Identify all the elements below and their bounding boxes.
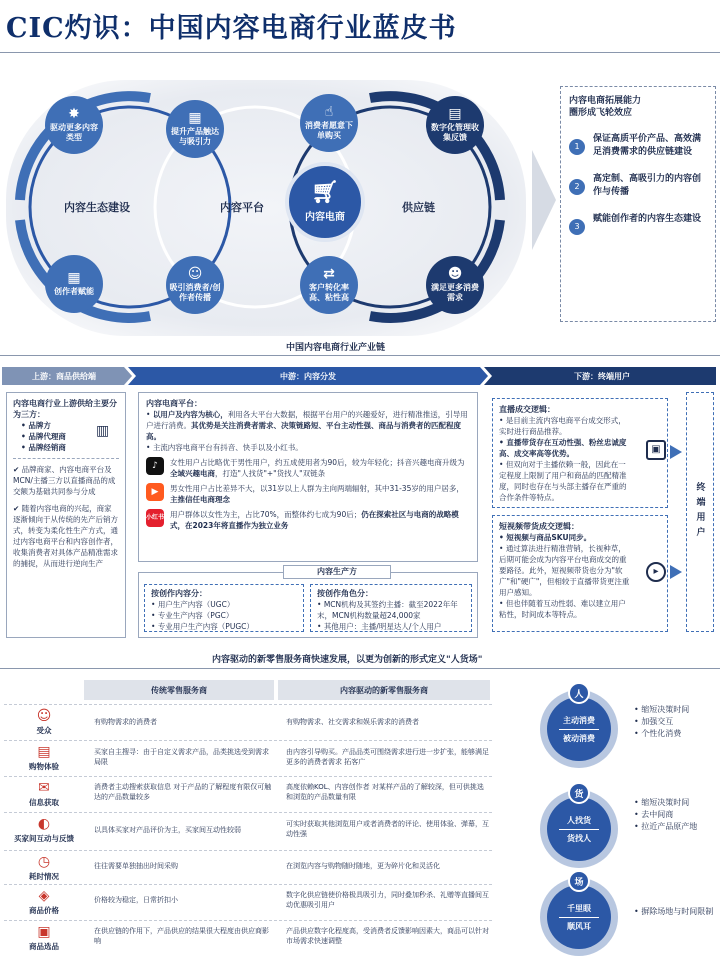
cell-content: 有购物需求、社交需求和娱乐需求的消费者 bbox=[286, 718, 419, 726]
flywheel-item: 1 保证高质平价产品、高效满足消费需求的供应链建设 bbox=[569, 133, 707, 159]
factory-icon: ▥ bbox=[96, 423, 110, 439]
shopping-list-icon: ▤ bbox=[37, 744, 51, 760]
live-title: 直播成交逻辑： bbox=[499, 405, 555, 414]
cell-traditional: 以具体买家对产品评价为主，买家间互动性较弱 bbox=[94, 826, 241, 834]
label-ecosystem: 内容生态建设 bbox=[64, 201, 130, 214]
place-badge: 场 bbox=[568, 870, 590, 892]
cell-traditional: 往往需要单独抽出时间采购 bbox=[94, 862, 178, 870]
cell-traditional: 有购物需求的消费者 bbox=[94, 718, 157, 726]
title-divider bbox=[0, 52, 720, 53]
downstream-label: 下游：终端用户 bbox=[574, 371, 630, 381]
video-play-icon: ▸ bbox=[646, 562, 666, 582]
table-row bbox=[4, 812, 492, 850]
row-label: ◷ 耗时情况 bbox=[4, 854, 84, 882]
clock-icon: ◷ bbox=[37, 854, 51, 870]
producers-by-content bbox=[144, 584, 304, 632]
producers-by-content-title: 按创作内容分： bbox=[151, 589, 207, 598]
flywheel-box bbox=[560, 86, 716, 322]
platform-point-2: • 主流内容电商平台有抖音、快手以及小红书。 bbox=[146, 443, 303, 452]
producer-item: • 其他用户：主播/明星达人/个人用户 bbox=[317, 622, 442, 631]
xiaohongshu-icon: 小红书 bbox=[146, 509, 164, 527]
grid-icon: ▦ bbox=[67, 270, 81, 286]
live-item: • 是目前主流内容电商平台成交形式，实时进行商品推荐。 bbox=[499, 416, 626, 436]
upstream-item: • 品牌经销商 bbox=[21, 443, 66, 452]
producer-item: • MCN机构及其签约主播：截至2022年年末，MCN机构数量超24,000家 bbox=[317, 600, 458, 620]
row-label: ✉ 信息获取 bbox=[4, 780, 84, 808]
producers-by-role bbox=[310, 584, 472, 632]
short-video-item: • 但也伴随着互动性弱、难以建立用户粘性，时间成本等特点。 bbox=[499, 599, 626, 619]
section1-caption: 中国内容电商行业产业链 bbox=[286, 343, 386, 353]
platform-point-1: • 以用户及内容为核心，利用各大平台大数据，根据平台用户的兴趣爱好，进行精准推送，引导用户进行消费。其优势是关注消费者需求、决策链路短、平台主动性强、商品与消费者的匹配程度高。 bbox=[146, 410, 468, 441]
live-item: • 但双向对于主播依赖一般，因此在一定程度上限制了用户和商品的匹配精准度，同时也存在与头部主播存在严重的合作条件等特点。 bbox=[499, 460, 627, 502]
exchange-icon: ⇄ bbox=[323, 266, 335, 282]
row-label: ☺ 受众 bbox=[4, 708, 84, 736]
center-node: 🛒︎ 内容电商 bbox=[285, 162, 365, 242]
producers-by-role-title: 按创作角色分： bbox=[317, 589, 373, 598]
kuaishou-icon: ▶ bbox=[146, 483, 164, 501]
people-icon: ☺ bbox=[187, 266, 203, 282]
chart-icon: ▦ bbox=[188, 110, 202, 126]
goods-circle: 人找货 货找人 bbox=[540, 790, 618, 868]
node-convert: ⇄ 客户转化率高、粘性高 bbox=[300, 256, 358, 314]
flywheel-arrow bbox=[532, 150, 556, 250]
producer-item: • 用户生产内容（UGC） bbox=[151, 600, 235, 609]
short-video-item: • 通过算法进行精准营销，长视种草，后期可能会成为内容平台电商成交的重要路径。此外，短视频带货也分为"软广"和"硬广"，但相较于直播带货更注重用户感知。 bbox=[499, 544, 630, 597]
live-item: • 直播带货存在互动性强、粉丝忠诚度高、成交率高等优势。 bbox=[499, 438, 627, 458]
table-row bbox=[4, 740, 492, 776]
group-icon: ☻ bbox=[447, 266, 463, 282]
price-tag-icon: ◈ bbox=[38, 888, 50, 904]
platform-row-kuaishou: ▶ 男女性用户占比差异不大，以31岁以上人群为主向两端辐射，其中31-35岁的用户居多，主推信任电商理念 bbox=[146, 483, 470, 505]
flywheel-item: 3 赋能创作者的内容生态建设 bbox=[569, 213, 707, 235]
table-row bbox=[4, 850, 492, 884]
node-satisfy: ☻ 满足更多消费需求 bbox=[426, 256, 484, 314]
node-creator: ▦ 创作者赋能 bbox=[45, 255, 103, 313]
producers-tag: 内容生产方 bbox=[283, 565, 391, 579]
producer-item: • 专业用户生产内容（PUGC） bbox=[151, 622, 254, 631]
node-drive: ✸ 驱动更多内容类型 bbox=[45, 96, 103, 154]
upstream-point-1: ✔ 品牌商家、内容电商平台及MCN/主播三方以直播商品的成交额为基础共同参与分成 bbox=[13, 465, 116, 496]
cell-traditional: 价格较为稳定，日常折扣小 bbox=[94, 896, 178, 904]
cell-traditional: 消费者主动搜索获取信息 对于产品的了解程度有限仅可触达的产品数量较多 bbox=[94, 783, 272, 801]
node-digital: ▤ 数字化管理收集反馈 bbox=[426, 96, 484, 154]
mail-icon: ✉ bbox=[38, 780, 50, 796]
cell-content: 在浏览内容与购物随时随地，更为碎片化和灵活化 bbox=[286, 862, 440, 870]
audience-icon: ☺ bbox=[36, 708, 52, 724]
document-icon: ▤ bbox=[448, 106, 462, 122]
cell-content: 由内容引导购买。产品品类可围绕需求进行进一步扩张，能够满足更多的消费者需求 拓客广 bbox=[286, 748, 489, 766]
flywheel-item: 2 高定制、高吸引力的内容创作与传播 bbox=[569, 173, 707, 199]
page-title: CIC灼识：中国内容电商行业蓝皮书 bbox=[6, 13, 457, 44]
people-circle: 主动消费 被动消费 bbox=[540, 690, 618, 768]
place-circle: 千里眼 顺风耳 bbox=[540, 878, 618, 956]
table-row bbox=[4, 776, 492, 812]
upstream-point-2: ✔ 随着内容电商的兴起，商家逐渐倾向于从传统的先产后销方式，转变为柔化性生产方式，通过内容电商平台和内容创作者，收集消费者对具体产品精准需求的捕捉，从而进行逆向生产 bbox=[13, 504, 118, 568]
short-video-item: • 短视频与商品SKU同步。 bbox=[499, 533, 592, 542]
upstream-title: 内容电商行业上游供给主要分为三方： bbox=[13, 399, 117, 419]
downstream-arrows bbox=[668, 440, 688, 590]
row-label: ▣ 商品选品 bbox=[4, 924, 84, 952]
label-supply: 供应链 bbox=[402, 201, 435, 214]
table-row bbox=[4, 920, 492, 958]
cell-content: 数字化供应链使价格极具吸引力，同时叠加秒杀、礼赠等直播间互动优惠吸引用户 bbox=[286, 891, 489, 909]
goods-badge: 货 bbox=[568, 782, 590, 804]
node-ugc: ☝ 消费者愿意下单购买 bbox=[300, 94, 358, 152]
place-bullets: • 摒除场地与时间限制 bbox=[634, 907, 714, 916]
platform-box bbox=[138, 392, 478, 562]
row-label: ◈ 商品价格 bbox=[4, 888, 84, 916]
phone-shop-icon: ▣ bbox=[646, 440, 666, 460]
node-attract: ☺ 吸引消费者/创作者传播 bbox=[166, 256, 224, 314]
live-box bbox=[492, 398, 668, 508]
platform-row-xiaohongshu: 小红书 用户群体以女性为主，占比70%，而整体约七成为90后；仍在探索社区与电商的战略模式，在2023年将直播作为独立业务 bbox=[146, 510, 459, 530]
table-row bbox=[4, 704, 492, 740]
cart-icon: 🛒︎ bbox=[311, 179, 339, 205]
section1-divider bbox=[0, 355, 720, 356]
hand-click-icon: ☝ bbox=[324, 104, 334, 120]
table-head-traditional: 传统零售服务商 bbox=[84, 680, 274, 700]
row-label: ▤ 购物体验 bbox=[4, 744, 84, 772]
cell-content: 高度依赖KOL、内容创作者 对某样产品的了解较深，但可供挑选和浏览的产品数量有限 bbox=[286, 783, 484, 801]
douyin-icon: ♪ bbox=[146, 457, 164, 475]
new-badge-icon: ✸ bbox=[68, 106, 80, 122]
cell-content: 产品供应数字化程度高，受消费者反馈影响因素大，商品可以针对市场需求快速调整 bbox=[286, 927, 489, 945]
cell-traditional: 在供应链的作用下，产品供应的结果很大程度由供应商影响 bbox=[94, 927, 269, 945]
node-improve: ▦ 提升产品触达与吸引力 bbox=[166, 100, 224, 158]
midstream-label: 中游：内容分发 bbox=[280, 371, 336, 381]
people-bullets: • 缩短决策时间 • 加强交互 • 个性化消费 bbox=[634, 705, 690, 738]
upstream-item: • 品牌代理商 bbox=[21, 432, 66, 441]
producer-item: • 专业生产内容（PGC） bbox=[151, 611, 234, 620]
product-box-icon: ▣ bbox=[37, 924, 51, 940]
upstream-item: • 品牌方 bbox=[21, 421, 51, 430]
short-video-title: 短视频带货成交逻辑： bbox=[499, 522, 579, 531]
row-label: ◐ 买家间互动与反馈 bbox=[4, 816, 84, 844]
flywheel-title: 内容电商拓展能力 圈形成飞轮效应 bbox=[569, 96, 642, 118]
toggle-icon: ◐ bbox=[37, 816, 51, 832]
section2-caption: 内容驱动的新零售服务商快速发展，以更为创新的形式定义"人货场" bbox=[212, 655, 483, 665]
platform-title: 内容电商平台： bbox=[146, 399, 202, 408]
table-head-content: 内容驱动的新零售服务商 bbox=[278, 680, 490, 700]
section2-divider bbox=[0, 668, 720, 669]
goods-bullets: • 缩短决策时间 • 去中间商 • 拉近产品原产地 bbox=[634, 798, 698, 831]
table-row bbox=[4, 884, 492, 920]
label-platform: 内容平台 bbox=[220, 201, 264, 214]
cell-content: 可实时获取其他浏览用户或者消费者的评论、使用体验、弹幕，互动性强 bbox=[286, 820, 489, 838]
short-video-box bbox=[492, 515, 668, 632]
cell-traditional: 买家自主搜寻：由于自定义需求产品，品类挑选受到需求局限 bbox=[94, 748, 269, 766]
platform-row-douyin: ♪ 女性用户占比略优于男性用户，约五成使用者为90后，较为年轻化；抖音兴趣电商升级为全域兴趣电商，打造"人找货"+"货找人"双链条 bbox=[146, 457, 470, 479]
upstream-label: 上游：商品供给端 bbox=[32, 371, 96, 381]
people-badge: 人 bbox=[568, 682, 590, 704]
end-user-label: 终端用户 bbox=[686, 392, 714, 632]
